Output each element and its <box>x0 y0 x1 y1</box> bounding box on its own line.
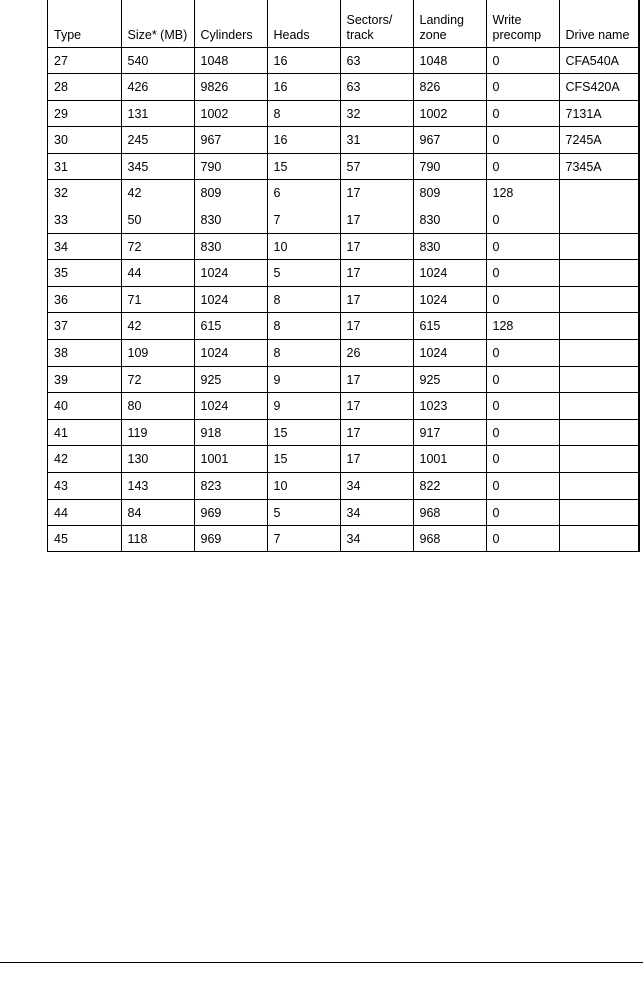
cell-cylinders: 925 <box>194 366 267 393</box>
cell-type: 37 <box>48 313 121 340</box>
cell-type: 34 <box>48 233 121 260</box>
cell-size: 50 <box>121 207 194 234</box>
cell-sectors: 34 <box>340 499 413 526</box>
cell-drive <box>559 419 638 446</box>
cell-size: 109 <box>121 340 194 367</box>
cell-precomp: 0 <box>486 340 559 367</box>
col-header-heads: Heads <box>267 0 340 47</box>
cell-precomp: 0 <box>486 499 559 526</box>
col-header-landing-zone: Landing zone <box>413 0 486 47</box>
cell-sectors: 34 <box>340 526 413 553</box>
cell-drive <box>559 473 638 500</box>
cell-precomp: 0 <box>486 233 559 260</box>
cell-type: 39 <box>48 366 121 393</box>
cell-type: 32 <box>54 186 68 201</box>
cell-size: 118 <box>121 526 194 553</box>
cell-drive <box>559 207 638 234</box>
cell-sectors: 17 <box>340 313 413 340</box>
cell-precomp: 0 <box>486 74 559 101</box>
cell-type: 44 <box>48 499 121 526</box>
cell-heads: 8 <box>267 313 340 340</box>
cell-heads: 8 <box>267 340 340 367</box>
table-row <box>48 499 638 526</box>
table-row <box>48 313 638 340</box>
cell-cylinders: 969 <box>194 526 267 553</box>
cell-precomp: 0 <box>486 526 559 553</box>
cell-type: 42 <box>48 446 121 473</box>
cell-size: 143 <box>121 473 194 500</box>
col-header-type: Type <box>48 0 121 47</box>
cell-size: 72 <box>121 366 194 393</box>
cell-landing: 968 <box>413 499 486 526</box>
table-row <box>48 47 638 74</box>
cell-landing: 925 <box>413 366 486 393</box>
cell-size: 44 <box>121 260 194 287</box>
cell-drive: 7131A <box>559 100 638 127</box>
cell-sectors: 17 <box>340 286 413 313</box>
cell-heads: 15 <box>267 419 340 446</box>
cell-precomp: 0 <box>486 446 559 473</box>
cell-cylinders: 1024 <box>194 340 267 367</box>
cell-type: 36 <box>48 286 121 313</box>
cell-landing: 1001 <box>413 446 486 473</box>
cell-precomp: 0 <box>486 366 559 393</box>
cell-sectors: 63 <box>340 47 413 74</box>
table-row <box>48 366 638 393</box>
cell-landing: 830 <box>413 233 486 260</box>
cell-landing: 830 <box>413 207 486 234</box>
cell-heads: 9 <box>267 366 340 393</box>
col-header-cylinders: Cylinders <box>194 0 267 47</box>
cell-precomp: 0 <box>486 473 559 500</box>
cell-sectors: 32 <box>340 100 413 127</box>
cell-landing: 1024 <box>413 340 486 367</box>
drive-types-table <box>48 0 638 552</box>
cell-drive <box>559 340 638 367</box>
cell-cylinders: 830 <box>194 207 267 234</box>
cell-heads: 5 <box>267 499 340 526</box>
cell-sectors: 17 <box>340 260 413 287</box>
table-row <box>48 74 638 101</box>
table-row <box>48 419 638 446</box>
cell-cylinders: 615 <box>194 313 267 340</box>
cell-size: 72 <box>121 233 194 260</box>
table-row <box>48 260 638 287</box>
cell-type: 45 <box>54 532 68 547</box>
cell-sectors: 17 <box>340 207 413 234</box>
cell-type: 31 <box>48 153 121 180</box>
cell-drive <box>559 286 638 313</box>
table-row <box>48 180 638 207</box>
cell-sectors: 63 <box>340 74 413 101</box>
cell-drive <box>559 393 638 420</box>
cell-size: 80 <box>121 393 194 420</box>
cell-precomp: 0 <box>486 260 559 287</box>
cell-sectors: 26 <box>340 340 413 367</box>
cell-size: 84 <box>121 499 194 526</box>
cell-size: 130 <box>121 446 194 473</box>
cell-drive <box>559 366 638 393</box>
cell-heads: 5 <box>267 260 340 287</box>
table-row <box>48 446 638 473</box>
cell-heads: 6 <box>267 180 340 207</box>
cell-cylinders: 1024 <box>194 393 267 420</box>
cell-type: 38 <box>48 340 121 367</box>
cell-type: 41 <box>48 419 121 446</box>
cell-cylinders: 918 <box>194 419 267 446</box>
cell-type: 35 <box>48 260 121 287</box>
table-header-row <box>48 0 638 47</box>
cell-sectors: 57 <box>340 153 413 180</box>
cell-landing: 1024 <box>413 286 486 313</box>
cell-size: 540 <box>121 47 194 74</box>
cell-cylinders: 1024 <box>194 260 267 287</box>
table-row <box>48 233 638 260</box>
cell-cylinders: 830 <box>194 233 267 260</box>
col-header-sectors: Sectors/ track <box>340 0 413 47</box>
cell-heads: 10 <box>267 473 340 500</box>
cell-cylinders: 969 <box>194 499 267 526</box>
cell-heads: 15 <box>267 153 340 180</box>
cell-landing: 826 <box>413 74 486 101</box>
cell-type: 43 <box>48 473 121 500</box>
table-row <box>48 340 638 367</box>
cell-type: 29 <box>48 100 121 127</box>
cell-size: 131 <box>121 100 194 127</box>
cell-drive <box>559 233 638 260</box>
cell-precomp: 0 <box>486 100 559 127</box>
cell-type: 40 <box>48 393 121 420</box>
cell-landing: 968 <box>413 526 486 553</box>
cell-precomp: 128 <box>486 180 559 207</box>
col-header-drive-name: Drive name <box>559 0 638 47</box>
col-header-size: Size* (MB) <box>121 0 194 47</box>
table-row <box>48 100 638 127</box>
table-row <box>48 393 638 420</box>
cell-drive: CFS420A <box>559 74 638 101</box>
cell-size: 426 <box>121 74 194 101</box>
table-row <box>48 286 638 313</box>
cell-sectors: 17 <box>340 233 413 260</box>
cell-landing: 790 <box>413 153 486 180</box>
cell-landing: 615 <box>413 313 486 340</box>
cell-size: 42 <box>121 180 194 207</box>
cell-sectors: 17 <box>340 366 413 393</box>
cell-heads: 16 <box>267 47 340 74</box>
cell-heads: 16 <box>267 127 340 154</box>
cell-type: 33 <box>48 207 121 234</box>
cell-precomp: 128 <box>486 313 559 340</box>
cell-sectors: 34 <box>340 473 413 500</box>
cell-drive <box>559 446 638 473</box>
cell-type: 28 <box>48 74 121 101</box>
cell-sectors: 31 <box>340 127 413 154</box>
cell-landing: 1002 <box>413 100 486 127</box>
cell-cylinders: 1048 <box>194 47 267 74</box>
cell-cylinders: 9826 <box>194 74 267 101</box>
cell-landing: 1048 <box>413 47 486 74</box>
cell-type: 27 <box>48 47 121 74</box>
cell-drive: 7345A <box>559 153 638 180</box>
cell-heads: 8 <box>267 286 340 313</box>
cell-heads: 16 <box>267 74 340 101</box>
cell-heads: 7 <box>267 207 340 234</box>
table-row <box>48 153 638 180</box>
table-row <box>48 473 638 500</box>
cell-heads: 9 <box>267 393 340 420</box>
cell-heads: 15 <box>267 446 340 473</box>
cell-size: 119 <box>121 419 194 446</box>
table-row <box>48 526 638 553</box>
cell-drive <box>559 180 638 207</box>
page-footer-rule <box>0 962 643 963</box>
cell-precomp: 0 <box>486 419 559 446</box>
cell-drive <box>559 526 638 553</box>
cell-sectors: 17 <box>340 419 413 446</box>
cell-size: 245 <box>121 127 194 154</box>
cell-precomp: 0 <box>486 393 559 420</box>
col-header-write-precomp: Write precomp <box>486 0 559 47</box>
cell-cylinders: 1002 <box>194 100 267 127</box>
cell-cylinders: 823 <box>194 473 267 500</box>
cell-sectors: 17 <box>340 393 413 420</box>
table-row <box>48 207 638 234</box>
cell-landing: 967 <box>413 127 486 154</box>
cell-precomp: 0 <box>486 153 559 180</box>
table-right-border <box>638 0 640 552</box>
table-body <box>48 47 638 552</box>
cell-precomp: 0 <box>486 127 559 154</box>
cell-cylinders: 1024 <box>194 286 267 313</box>
cell-landing: 1023 <box>413 393 486 420</box>
cell-sectors: 17 <box>340 180 413 207</box>
cell-landing: 1024 <box>413 260 486 287</box>
cell-cylinders: 967 <box>194 127 267 154</box>
cell-drive <box>559 499 638 526</box>
cell-landing: 809 <box>413 180 486 207</box>
cell-precomp: 0 <box>486 47 559 74</box>
cell-heads: 10 <box>267 233 340 260</box>
cell-drive: 7245A <box>559 127 638 154</box>
table-row <box>48 127 638 154</box>
cell-size: 42 <box>121 313 194 340</box>
cell-drive <box>559 260 638 287</box>
cell-landing: 822 <box>413 473 486 500</box>
cell-precomp: 0 <box>486 207 559 234</box>
cell-sectors: 17 <box>340 446 413 473</box>
cell-size: 345 <box>121 153 194 180</box>
cell-heads: 7 <box>267 526 340 553</box>
cell-drive <box>559 313 638 340</box>
cell-landing: 917 <box>413 419 486 446</box>
cell-heads: 8 <box>267 100 340 127</box>
cell-size: 71 <box>121 286 194 313</box>
cell-type: 30 <box>48 127 121 154</box>
cell-cylinders: 790 <box>194 153 267 180</box>
cell-cylinders: 809 <box>194 180 267 207</box>
cell-precomp: 0 <box>486 286 559 313</box>
cell-drive: CFA540A <box>559 47 638 74</box>
cell-cylinders: 1001 <box>194 446 267 473</box>
